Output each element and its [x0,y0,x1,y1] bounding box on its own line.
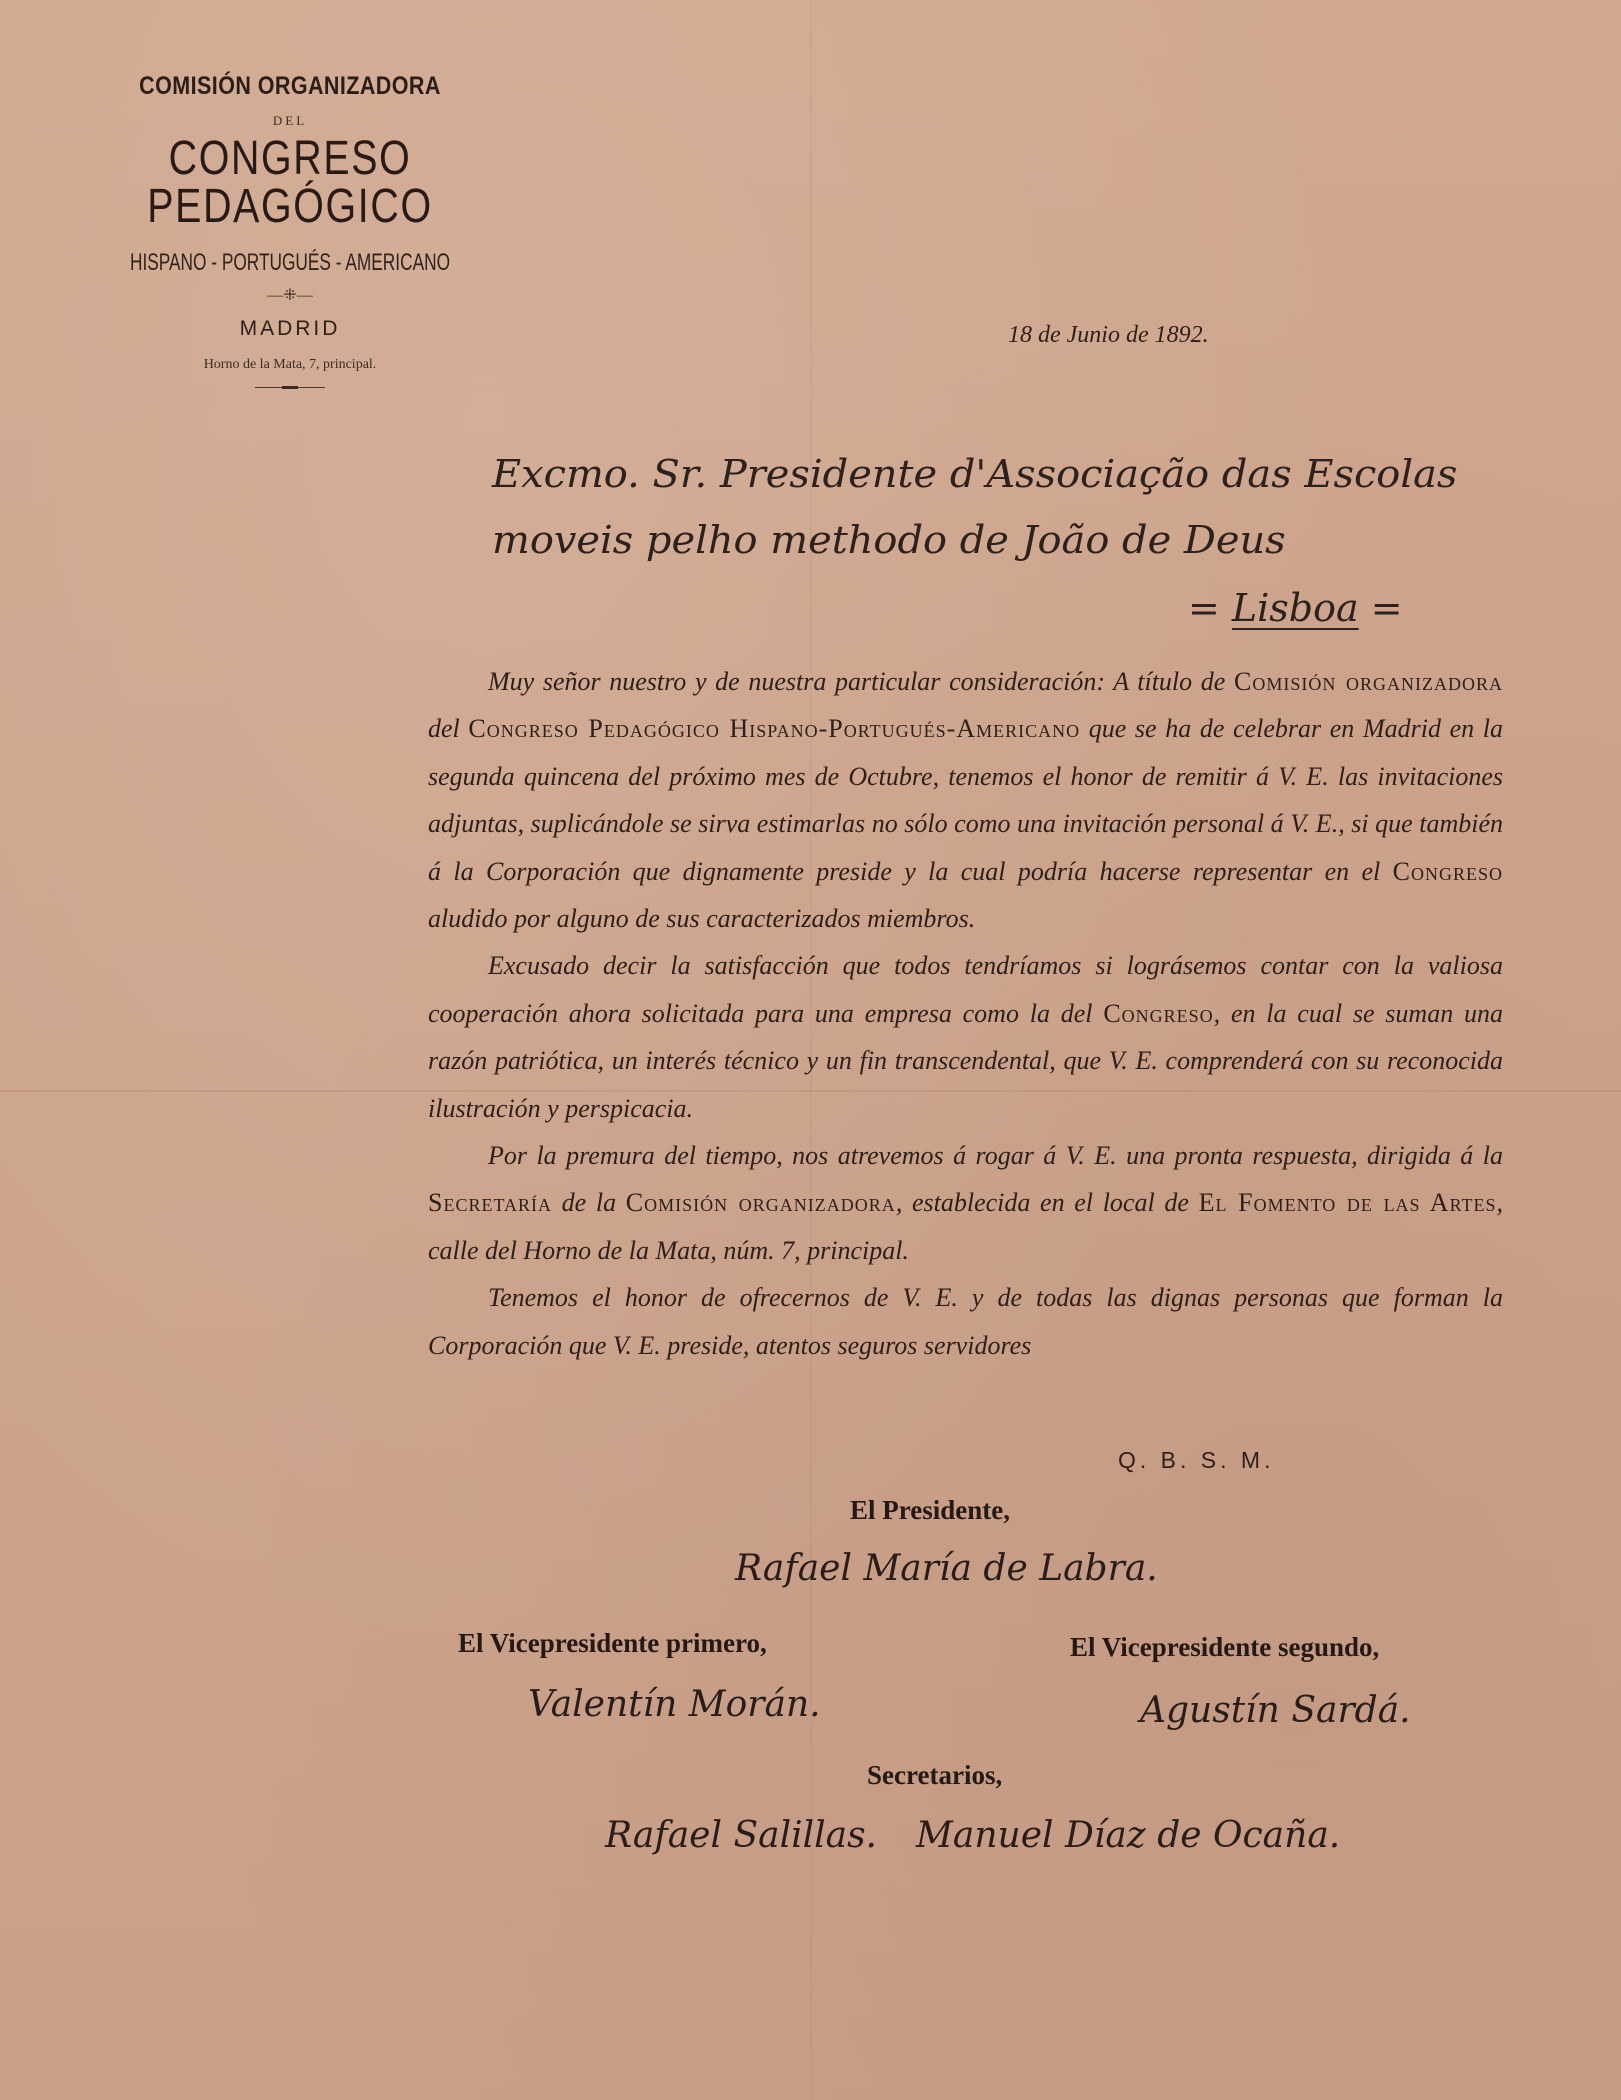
secretary-1-signature: Rafael Salillas. [605,1815,878,1856]
addressee-prefix: = [1188,586,1232,630]
addressee-city: Lisboa [1231,586,1359,630]
addressee-line-1: Excmo. Sr. Presidente d'Associação das Escolas [492,452,1458,496]
body-paragraph-4: Tenemos el honor de ofrecernos de V. E. y de todas las dignas personas que forman la Corporación que V. E. preside, atentos seguros servidores [428,1283,1503,1360]
body-smallcaps-span: Congreso Pedagógico Hispano-Portugués-Americano [468,714,1081,744]
body-smallcaps-span: Comisión organizadora [625,1188,896,1218]
president-title: El Presidente, [850,1495,1010,1525]
closing-abbreviation: Q. B. S. M. [1118,1447,1275,1473]
body-smallcaps-span: Congreso [1103,998,1214,1028]
body-text-span: , calle del Horno de la Mata, núm. 7, principal. [428,1188,1504,1265]
addressee-suffix: = [1358,586,1403,630]
letterhead-city: MADRID [239,317,341,340]
body-text-span: Por la premura del tiempo, nos atrevemos á rogar á V. E. una pronta respuesta, dirigida á la [488,1141,1503,1171]
body-smallcaps-span: Comisión organizadora [1234,667,1503,696]
vicepresident-second-title: El Vicepresidente segundo, [1070,1632,1380,1662]
body-smallcaps-span: Congreso [1392,856,1503,886]
body-smallcaps-span: El Fomento de las Artes [1198,1188,1497,1218]
secretary-2-signature: Manuel Díaz de Ocaña. [916,1815,1341,1856]
letterhead-organization: COMISIÓN ORGANIZADORA [139,72,441,100]
letter-body [428,658,1503,1369]
body-text-span: , en la cual se suman una razón patriótica, un interés técnico y un fin transcendental, que V. E. comprenderá con su reconocida ilustración y perspicacia. [428,998,1503,1123]
addressee-line-3 [1188,586,1403,630]
vicepresident-first-signature: Valentín Morán. [528,1684,821,1725]
body-text-span: Excusado decir la satisfacción que todos tendríamos si lográsemos contar con la valiosa cooperación ahora solicitada para una empresa como la del [428,951,1503,1028]
body-smallcaps-span: Secretaría [428,1188,553,1218]
body-paragraph-3 [428,1132,1503,1274]
body-text-span: Muy señor nuestro y de nuestra particular consideración: A título de [488,667,1234,696]
letter-date: 18 de Junio de 1892. [1008,322,1209,348]
president-signature: Rafael María de Labra. [735,1548,1158,1589]
vicepresident-first-title: El Vicepresidente primero, [458,1628,767,1658]
letterhead-del: DEL [272,113,308,128]
letterhead-subtitle: HISPANO - PORTUGUÉS - AMERICANO [129,249,451,276]
body-text-span: , establecida en el local de [895,1188,1199,1218]
letterhead [60,72,520,388]
letterhead-rule [255,387,325,388]
addressee-line-2: moveis pelho methodo de João de Deus [492,518,1286,562]
body-text-span: que se ha de celebrar en Madrid en la segunda quincena del próximo mes de Octubre, tenemos el honor de remitir á V. E. las invitaciones adjuntas, suplicándole se sirva estimarlas no sólo como una invitación personal á V. E., si que también á la Corporación que dignamente preside y la cual podría hacerse representar en el [428,714,1503,886]
vicepresident-second-signature: Agustín Sardá. [1140,1690,1411,1731]
letterhead-congress: CONGRESO PEDAGÓGICO [147,132,433,233]
body-text-span: del [428,714,469,744]
body-paragraph-2 [428,942,1503,1132]
ornament-icon: —⁜— [267,287,313,304]
body-paragraph-1 [428,658,1503,942]
body-text-span: aludido por alguno de sus caracterizados miembros. [428,904,976,934]
letterhead-address: Horno de la Mata, 7, principal. [203,357,377,372]
body-text-span: de la [552,1188,626,1218]
secretaries-title: Secretarios, [867,1760,1003,1790]
